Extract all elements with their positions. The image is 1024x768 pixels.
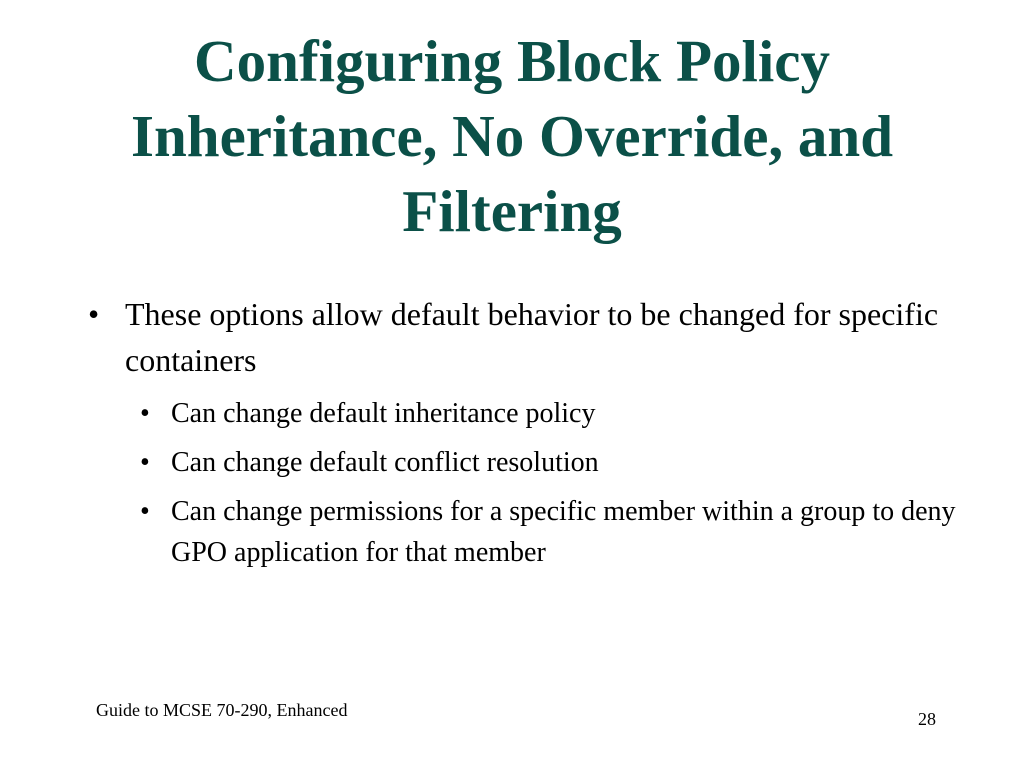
page-number: 28 (918, 709, 936, 729)
bullet-symbol: • (140, 496, 150, 527)
sub-bullet-permissions (140, 491, 970, 573)
sub-bullet-conflict-resolution (140, 442, 970, 483)
bullet-item-options (88, 291, 948, 383)
bullet-symbol: • (140, 398, 150, 429)
sub-bullet-inheritance (140, 393, 970, 434)
bullet-text: Can change default conflict resolution (171, 447, 599, 478)
bullet-symbol: • (140, 447, 150, 478)
slide-title-line-2: Inheritance, No Override, and (130, 103, 894, 169)
slide-title-line-3: Filtering (402, 178, 622, 244)
slide-title-line-1: Configuring Block Policy (194, 28, 830, 94)
bullet-text: Can change permissions for a specific member within a group to deny GPO application for that member (171, 496, 956, 568)
bullet-symbol: • (88, 296, 100, 332)
slide-footer: Guide to MCSE 70-290, Enhanced (96, 700, 348, 720)
bullet-text: Can change default inheritance policy (171, 398, 596, 429)
bullet-text: These options allow default behavior to be changed for specific containers (125, 296, 939, 378)
